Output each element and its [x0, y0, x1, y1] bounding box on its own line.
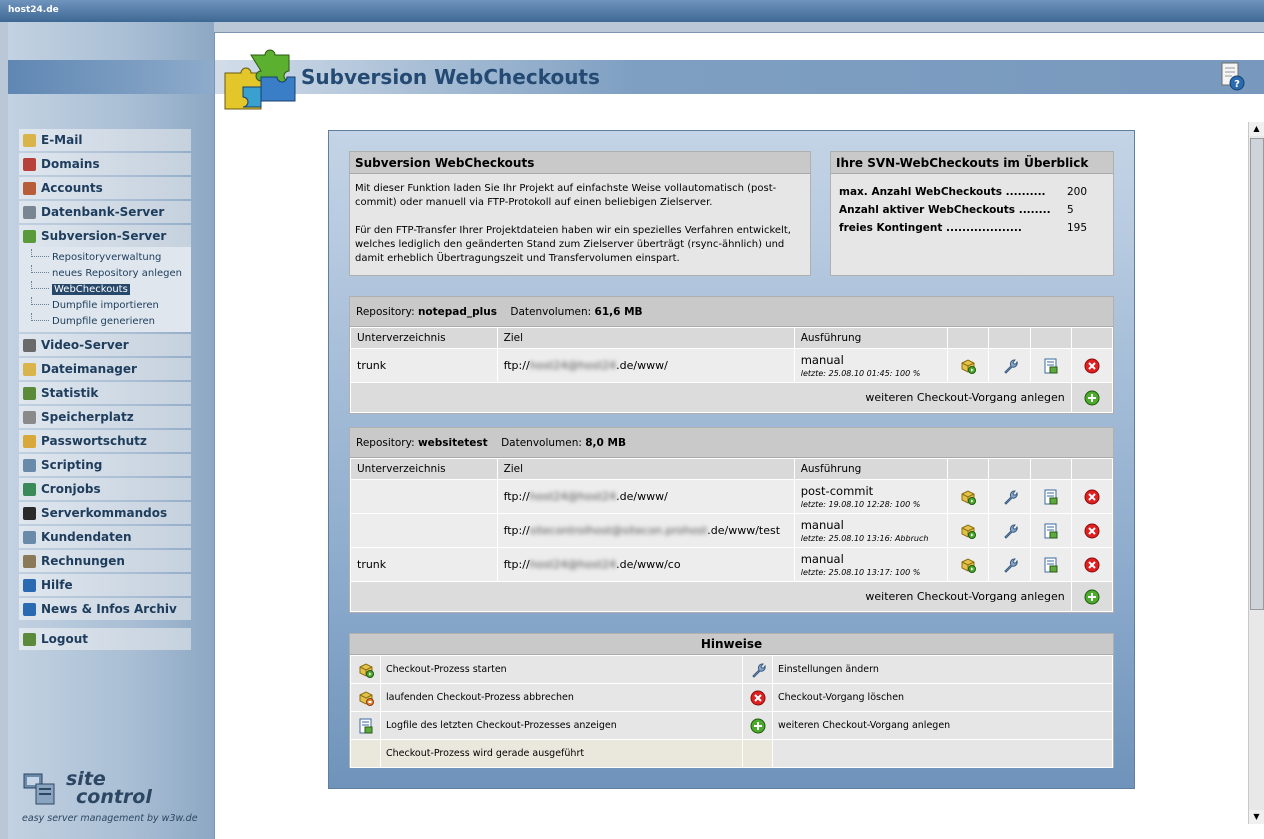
- stat-label: Anzahl aktiver WebCheckouts ........: [839, 204, 1051, 216]
- chart-icon: [23, 387, 36, 400]
- repository-volume: 8,0 MB: [585, 437, 626, 449]
- last-run: letzte: 25.08.10 13:17: 100 %: [800, 568, 921, 577]
- start-checkout-icon: [960, 523, 976, 539]
- logfile-icon: [1043, 358, 1059, 374]
- repository-label: Repository:: [356, 306, 415, 318]
- col-empty: [1071, 328, 1112, 349]
- wrench-icon: [1002, 358, 1018, 374]
- stat-value: 5: [1067, 204, 1074, 216]
- nav-item-label: Datenbank-Server: [41, 205, 165, 219]
- col-empty: [1030, 459, 1071, 480]
- invoice-icon: [23, 555, 36, 568]
- help-icon: [23, 579, 36, 592]
- add-checkout-button[interactable]: [1071, 383, 1112, 413]
- last-run: letzte: 25.08.10 01:45: 100 %: [800, 369, 921, 378]
- nav-item-label: Kundendaten: [41, 530, 132, 544]
- nav-item-datenbank-server[interactable]: [19, 201, 191, 223]
- page-title: Subversion WebCheckouts: [301, 65, 600, 89]
- add-checkout-link[interactable]: weiteren Checkout-Vorgang anlegen: [351, 582, 1072, 612]
- col-unterverzeichnis: Unterverzeichnis: [351, 459, 498, 480]
- repository-box: [349, 427, 1114, 613]
- logfile-icon: [1043, 557, 1059, 573]
- logo-tagline: easy server management by w3w.de: [22, 813, 198, 824]
- start-checkout-icon: [960, 489, 976, 505]
- ziel-prefix: ftp://: [503, 490, 530, 503]
- ziel-suffix: .de/www/: [616, 490, 668, 503]
- content-panel: [328, 130, 1135, 789]
- nav-item-news-infos-archiv[interactable]: [19, 598, 191, 620]
- ausfuehrung-cell: [794, 480, 948, 514]
- wrench-icon: [750, 662, 766, 678]
- subnav-item-label: Dumpfile generieren: [52, 315, 155, 327]
- folder-icon: [23, 363, 36, 376]
- puzzle-icon: [23, 230, 36, 243]
- ziel-suffix: .de/www/co: [616, 558, 681, 571]
- nav-item-logout[interactable]: [19, 628, 191, 650]
- hint-icon-cell: [743, 684, 773, 712]
- customer-icon: [23, 531, 36, 544]
- nav-item-label: News & Infos Archiv: [41, 602, 177, 616]
- subnav-item-dumpfile-generieren[interactable]: [19, 313, 191, 329]
- site-control-logo: [20, 768, 205, 832]
- nav-item-video-server[interactable]: [19, 334, 191, 356]
- nav-item-label: Rechnungen: [41, 554, 125, 568]
- nav-item-label: Speicherplatz: [41, 410, 134, 424]
- nav-item-e-mail[interactable]: [19, 129, 191, 151]
- tree-line: [31, 249, 49, 257]
- delete-button[interactable]: [1071, 480, 1112, 514]
- nav-item-label: Domains: [41, 157, 100, 171]
- checkout-row: [351, 349, 1113, 383]
- add-checkout-row: [351, 383, 1113, 413]
- nav-item-label: Cronjobs: [41, 482, 101, 496]
- page-header: [215, 60, 1264, 94]
- hint-icon-cell: [351, 740, 381, 768]
- subnav-item-label: WebCheckouts: [54, 283, 128, 295]
- checkout-row: [351, 514, 1113, 548]
- intro-title: Subversion WebCheckouts: [350, 152, 810, 174]
- hint-row: [351, 740, 1113, 768]
- settings-button[interactable]: [989, 349, 1030, 383]
- repository-volume: 61,6 MB: [594, 306, 643, 318]
- nav-item-label: Statistik: [41, 386, 99, 400]
- col-empty: [948, 328, 989, 349]
- delete-button[interactable]: [1071, 548, 1112, 582]
- hints-box: [349, 633, 1114, 768]
- domains-icon: [23, 158, 36, 171]
- add-icon: [1084, 589, 1100, 605]
- nav-item-accounts[interactable]: [19, 177, 191, 199]
- nav-item-kundendaten[interactable]: [19, 526, 191, 548]
- subdir-cell: [351, 514, 498, 548]
- settings-button[interactable]: [989, 514, 1030, 548]
- subnav-item-label: Dumpfile importieren: [52, 299, 159, 311]
- execution-mode: post-commit: [800, 484, 874, 498]
- ausfuehrung-cell: [794, 514, 948, 548]
- start-checkout-icon: [960, 358, 976, 374]
- col-empty: [989, 459, 1030, 480]
- overview-box: [830, 151, 1114, 276]
- hint-row: [351, 656, 1113, 684]
- start-checkout-button[interactable]: [948, 480, 989, 514]
- column-header-row: [351, 328, 1113, 349]
- start-checkout-button[interactable]: [948, 548, 989, 582]
- delete-button[interactable]: [1071, 514, 1112, 548]
- ziel-redacted: host24@host24: [529, 490, 617, 503]
- execution-mode: manual: [800, 518, 844, 532]
- last-run: letzte: 19.08.10 12:28: 100 %: [800, 500, 921, 509]
- clock-icon: [23, 483, 36, 496]
- logfile-button[interactable]: [1030, 514, 1071, 548]
- hint-text: laufenden Checkout-Prozess abbrechen: [381, 684, 743, 712]
- nav-item-scripting[interactable]: [19, 454, 191, 476]
- hint-text: Einstellungen ändern: [773, 656, 1113, 684]
- left-header-band: [8, 60, 214, 94]
- delete-button[interactable]: [1071, 349, 1112, 383]
- subnav-item-repositoryverwaltung[interactable]: [19, 249, 191, 265]
- ziel-suffix: .de/www/: [616, 359, 668, 372]
- nav-item-speicherplatz[interactable]: [19, 406, 191, 428]
- subdir-cell: trunk: [351, 548, 498, 582]
- volume-label: Datenvolumen:: [510, 306, 592, 318]
- col-ziel: Ziel: [497, 328, 794, 349]
- subnav-item-webcheckouts[interactable]: [19, 281, 191, 297]
- hint-icon-cell: [743, 712, 773, 740]
- col-empty: [1030, 328, 1071, 349]
- nav-item-subversion-server[interactable]: [19, 225, 191, 247]
- repository-header: [350, 297, 1113, 327]
- nav-item-label: Serverkommandos: [41, 506, 168, 520]
- subdir-cell: trunk: [351, 349, 498, 383]
- overview-title: Ihre SVN-WebCheckouts im Überblick: [831, 152, 1113, 174]
- start-checkout-button[interactable]: [948, 349, 989, 383]
- subdir-cell: [351, 480, 498, 514]
- logfile-button[interactable]: [1030, 349, 1071, 383]
- ziel-suffix: .de/www/test: [707, 524, 781, 537]
- execution-mode: manual: [800, 552, 844, 566]
- col-unterverzeichnis: Unterverzeichnis: [351, 328, 498, 349]
- stat-label: max. Anzahl WebCheckouts ..........: [839, 186, 1046, 198]
- nav-item-serverkommandos[interactable]: [19, 502, 191, 524]
- nav-item-label: Dateimanager: [41, 362, 137, 376]
- video-icon: [23, 339, 36, 352]
- intro-box: [349, 151, 811, 276]
- checkout-row: [351, 548, 1113, 582]
- stat-row: [839, 183, 1105, 201]
- delete-icon: [1084, 489, 1100, 505]
- last-run: letzte: 25.08.10 13:16: Abbruch: [800, 534, 929, 543]
- nav-item-statistik[interactable]: [19, 382, 191, 404]
- ziel-prefix: ftp://: [503, 558, 530, 571]
- start-checkout-icon: [960, 557, 976, 573]
- logo-text-control: control: [76, 786, 152, 808]
- repository-name: websitetest: [417, 437, 488, 449]
- hint-icon-cell: [351, 656, 381, 684]
- ziel-redacted: host24@host24: [529, 558, 617, 571]
- nav-item-passwortschutz[interactable]: [19, 430, 191, 452]
- intro-paragraph-1: Mit dieser Funktion laden Sie Ihr Projekt auf einfachste Weise vollautomatisch (post-commit) oder manuell via FTP-Protokoll auf einen beliebigen Zielserver.: [355, 183, 777, 208]
- hints-title: Hinweise: [350, 634, 1113, 655]
- subversion-subnav: [19, 247, 191, 332]
- ziel-redacted: sitecontrolhost@sitecon.prohost: [529, 524, 708, 537]
- window-titlebar: [0, 0, 1264, 22]
- tree-line: [31, 265, 49, 273]
- add-checkout-button[interactable]: [1071, 582, 1112, 612]
- intro-paragraph-2: Für den FTP-Transfer Ihrer Projektdateien haben wir ein spezielles Verfahren entwickelt, welches lediglich den geänderten Stand zum Zielserver überträgt (rsync-ähnlich) und damit erheblich Übertragungszeit und Transfervolumen einspart.: [355, 225, 791, 264]
- nav-item-cronjobs[interactable]: [19, 478, 191, 500]
- logout-icon: [23, 633, 36, 646]
- ziel-prefix: ftp://: [503, 524, 530, 537]
- logfile-icon: [1043, 523, 1059, 539]
- abort-checkout-icon: [358, 690, 374, 706]
- nav-item-label: Subversion-Server: [41, 229, 167, 243]
- script-icon: [23, 459, 36, 472]
- tree-line: [31, 281, 49, 289]
- logfile-icon: [1043, 489, 1059, 505]
- ziel-prefix: ftp://: [503, 359, 530, 372]
- stat-label: freies Kontingent ...................: [839, 222, 1022, 234]
- settings-button[interactable]: [989, 480, 1030, 514]
- ausfuehrung-cell: [794, 548, 948, 582]
- column-header-row: [351, 459, 1113, 480]
- volume-label: Datenvolumen:: [501, 437, 582, 449]
- repository-header: [350, 428, 1113, 458]
- help-icon[interactable]: [1220, 62, 1246, 92]
- ziel-cell: [497, 349, 794, 383]
- col-empty: [989, 328, 1030, 349]
- nav-item-label: Passwortschutz: [41, 434, 147, 448]
- add-checkout-row: [351, 582, 1113, 612]
- add-icon: [750, 718, 766, 734]
- wrench-icon: [1002, 557, 1018, 573]
- nav-item-domains[interactable]: [19, 153, 191, 175]
- nav-item-rechnungen[interactable]: [19, 550, 191, 572]
- scroll-down-arrow-icon[interactable]: ▼: [1249, 810, 1264, 824]
- info-icon: [23, 603, 36, 616]
- wrench-icon: [1002, 489, 1018, 505]
- scroll-thumb[interactable]: [1250, 138, 1264, 610]
- tree-line: [31, 297, 49, 305]
- nav-item-label: E-Mail: [41, 133, 83, 147]
- delete-icon: [750, 690, 766, 706]
- stat-row: [839, 219, 1105, 237]
- delete-icon: [1084, 557, 1100, 573]
- checkout-row: [351, 480, 1113, 514]
- nav-item-label: Scripting: [41, 458, 103, 472]
- execution-mode: manual: [800, 353, 844, 367]
- hint-text: Logfile des letzten Checkout-Prozesses anzeigen: [381, 712, 743, 740]
- add-checkout-link[interactable]: weiteren Checkout-Vorgang anlegen: [351, 383, 1072, 413]
- window-title: host24.de: [8, 5, 59, 15]
- delete-icon: [1084, 358, 1100, 374]
- col-ziel: Ziel: [497, 459, 794, 480]
- col-empty: [1071, 459, 1112, 480]
- col-ausfuehrung: Ausführung: [794, 328, 948, 349]
- ausfuehrung-cell: [794, 349, 948, 383]
- ziel-cell: [497, 480, 794, 514]
- hint-text: [773, 740, 1113, 768]
- hint-text: weiteren Checkout-Vorgang anlegen: [773, 712, 1113, 740]
- start-checkout-button[interactable]: [948, 514, 989, 548]
- storage-icon: [23, 411, 36, 424]
- logfile-button[interactable]: [1030, 548, 1071, 582]
- database-icon: [23, 206, 36, 219]
- lock-icon: [23, 435, 36, 448]
- start-checkout-icon: [358, 662, 374, 678]
- hint-icon-cell: [743, 740, 773, 768]
- col-empty: [948, 459, 989, 480]
- hint-row: [351, 684, 1113, 712]
- stat-value: 200: [1067, 186, 1088, 198]
- puzzle-icon: [221, 47, 299, 111]
- mail-icon: [23, 134, 36, 147]
- wrench-icon: [1002, 523, 1018, 539]
- ziel-cell: [497, 514, 794, 548]
- stat-value: 195: [1067, 222, 1088, 234]
- subnav-item-neues-repository-anlegen[interactable]: [19, 265, 191, 281]
- hint-text: Checkout-Prozess wird gerade ausgeführt: [381, 740, 743, 768]
- subnav-item-dumpfile-importieren[interactable]: [19, 297, 191, 313]
- scroll-up-arrow-icon[interactable]: ▲: [1249, 122, 1264, 136]
- nav-item-label: Accounts: [41, 181, 103, 195]
- main-navigation: [19, 129, 191, 652]
- hint-text: Checkout-Prozess starten: [381, 656, 743, 684]
- accounts-icon: [23, 182, 36, 195]
- computer-logo-icon: [22, 770, 58, 806]
- hint-text: Checkout-Vorgang löschen: [773, 684, 1113, 712]
- add-icon: [1084, 390, 1100, 406]
- tree-line: [31, 313, 49, 321]
- stat-row: [839, 201, 1105, 219]
- ziel-redacted: host24@host24: [529, 359, 617, 372]
- logo-text-site: site: [66, 768, 106, 790]
- hint-icon-cell: [743, 656, 773, 684]
- vertical-scrollbar[interactable]: [1248, 122, 1264, 824]
- nav-item-hilfe[interactable]: [19, 574, 191, 596]
- logfile-button[interactable]: [1030, 480, 1071, 514]
- terminal-icon: [23, 507, 36, 520]
- nav-item-label: Video-Server: [41, 338, 129, 352]
- repository-box: [349, 296, 1114, 414]
- hint-icon-cell: [351, 684, 381, 712]
- delete-icon: [1084, 523, 1100, 539]
- nav-item-label: Hilfe: [41, 578, 73, 592]
- svg-text:?: ?: [1234, 79, 1240, 90]
- settings-button[interactable]: [989, 548, 1030, 582]
- subnav-item-label: neues Repository anlegen: [52, 267, 182, 279]
- hint-icon-cell: [351, 712, 381, 740]
- subnav-item-label: Repositoryverwaltung: [52, 251, 162, 263]
- nav-item-dateimanager[interactable]: [19, 358, 191, 380]
- repository-name: notepad_plus: [417, 306, 497, 318]
- logfile-icon: [358, 718, 374, 734]
- repository-label: Repository:: [356, 437, 415, 449]
- nav-item-label: Logout: [41, 632, 89, 646]
- ziel-cell: [497, 548, 794, 582]
- hint-row: [351, 712, 1113, 740]
- col-ausfuehrung: Ausführung: [794, 459, 948, 480]
